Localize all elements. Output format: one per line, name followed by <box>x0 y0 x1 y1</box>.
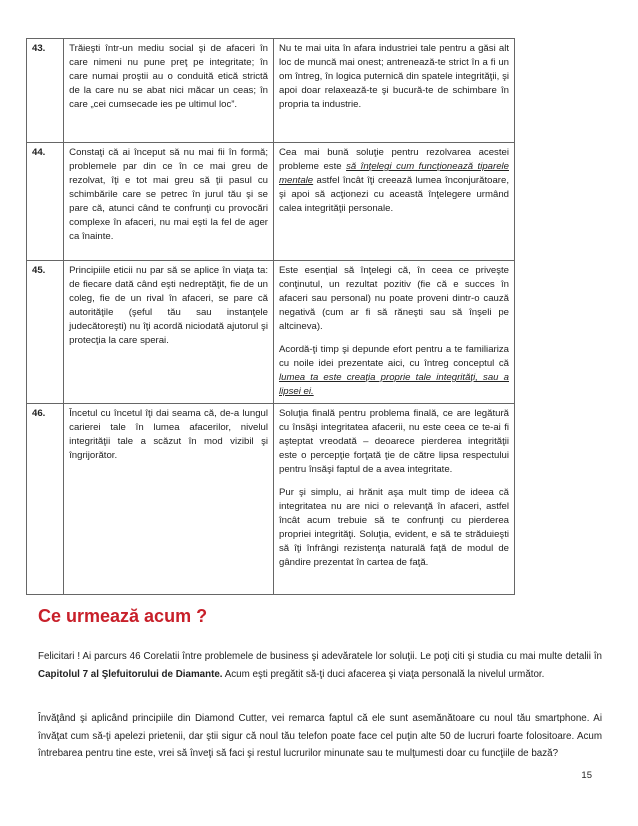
solution-text: astfel încât îţi creează lumea înconjurătoare, şi apoi să acţionezi cu această înţelegere urmând calea integrităţii personale. <box>279 175 509 214</box>
smartphone-paragraph: Învăţând şi aplicând principiile din Diamond Cutter, vei remarca faptul că ele sunt asemănătoare cu noul tău smartphone. Ai învăţat cum să-ţi apelezi prietenii, dar ştii sigur că noul tău telefon poate face cel puţin alte 50 de lucruri foarte folositoare. Acum întrebarea pentru tine este, vrei să înveţi să faci şi restul lucrurilor minunate sau te mulţumesti doar cu funcţiile de bază? <box>38 713 602 759</box>
table-row <box>27 404 515 595</box>
page-number: 15 <box>581 770 592 781</box>
row-number: 43. <box>27 39 64 143</box>
congrats-paragraph <box>38 648 602 683</box>
paragraph-text: Acum eşti pregătit să-ţi duci afacerea şi viaţa personală la nivelul următor. <box>224 668 545 680</box>
solution-cell <box>274 404 515 595</box>
solution-text: Cea mai bună soluţie pentru rezolvarea acestei probleme este <box>279 147 509 172</box>
solution-paragraph: Este esenţial să înţelegi că, în ceea ce priveşte conţinutul, un rezultat pozitiv (fie că e succes în afaceri sau personal) nu poate proveni dintr-o cauză negativă (cum ar fi să răneşti sau să înşeli pe altcineva). <box>279 265 509 332</box>
solution-cell: Nu te mai uita în afara industriei tale pentru a găsi alt loc de muncă mai onest; antrenează-te strict în a fi un om întreg, în logica puternică din spatele integrităţii, şi apoi doar relaxează-te şi bucură-te de schimbare în propria ta industrie. <box>274 39 515 143</box>
solution-paragraph: Soluţia finală pentru problema finală, ce are legătură cu însăşi integritatea afacerii, nu este ceea ce te-ai fi aşteptat vreodată – deoarece pierderea integrităţii este o percepţie forţată ţie de către lipsa respectului pentru însăşi faptul de a avea integritate. <box>279 408 509 475</box>
problem-cell: Trăieşti într-un mediu social şi de afaceri în care nimeni nu pune preţ pe integritate; în care numai proştii au o conduită etică strictă de la care nu se abat nici măcar un ceas; în care „cei cumsecade ies pe ultimul loc”. <box>64 39 274 143</box>
solution-emphasis: lumea ta este creaţia proprie tale integrităţi, sau a lipsei ei. <box>279 372 509 397</box>
table-row <box>27 143 515 261</box>
problem-cell: Încetul cu încetul îţi dai seama că, de-a lungul carierei tale în lumea afacerilor, nivelul integrităţii tale a scăzut în mod vizibil şi îngrijorător. <box>64 404 274 595</box>
solution-paragraph: Pur şi simplu, ai hrănit aşa mult timp de ideea că integritatea nu are nici o relevanţă în afaceri, astfel încât acum trebuie să te confrunţi cu pierderea propriei integrităţi. Soluţia, evident, e să te străduieşti să îţi înfrângi rezistenţa naturală faţă de modul de gândire prezentat în cartea de faţă. <box>279 487 509 568</box>
correlation-table <box>26 38 515 595</box>
solution-paragraph <box>279 343 509 399</box>
problem-cell: Principiile eticii nu par să se aplice în viaţa ta: de fiecare dată când eşti nedreptăţit, fie de un coleg, fie de un rival în afaceri, se pare că autorităţile (şeful tău sau instanţele judecătoreşti) nu îţi acordă niciodată ajutorul şi protecţia la care sperai. <box>64 261 274 404</box>
solution-cell <box>274 143 515 261</box>
solution-emphasis: să înţelegi cum funcţionează tiparele mentale <box>279 161 510 186</box>
row-number: 45. <box>27 261 64 404</box>
row-number: 44. <box>27 143 64 261</box>
paragraph-text: Felicitari ! Ai parcurs 46 Corelatii între problemele de business şi adevăratele lor soluţii. Le poţi citi şi studia cu mai multe detalii în <box>38 651 602 662</box>
table-row <box>27 261 515 404</box>
solution-text: Acordă-ţi timp şi depunde efort pentru a te familiariza cu noile idei prezentate aici, cu întreg conceptul că <box>279 344 509 369</box>
problem-cell: Constaţi că ai început să nu mai fii în formă; problemele par din ce în ce mai greu de rezolvat, îţi e tot mai greu să ţii pasul cu schimbările care se petrec în jurul tău şi se pare că, atunci când te confrunţi cu provocări complexe în afaceri, nu mai eşti la fel de ager ca înainte. <box>64 143 274 261</box>
table-row <box>27 39 515 143</box>
section-title: Ce urmează acum ? <box>38 606 208 626</box>
solution-cell <box>274 261 515 404</box>
chapter-reference: Capitolul 7 al Şlefuitorului de Diamante. <box>38 668 223 680</box>
row-number: 46. <box>27 404 64 595</box>
